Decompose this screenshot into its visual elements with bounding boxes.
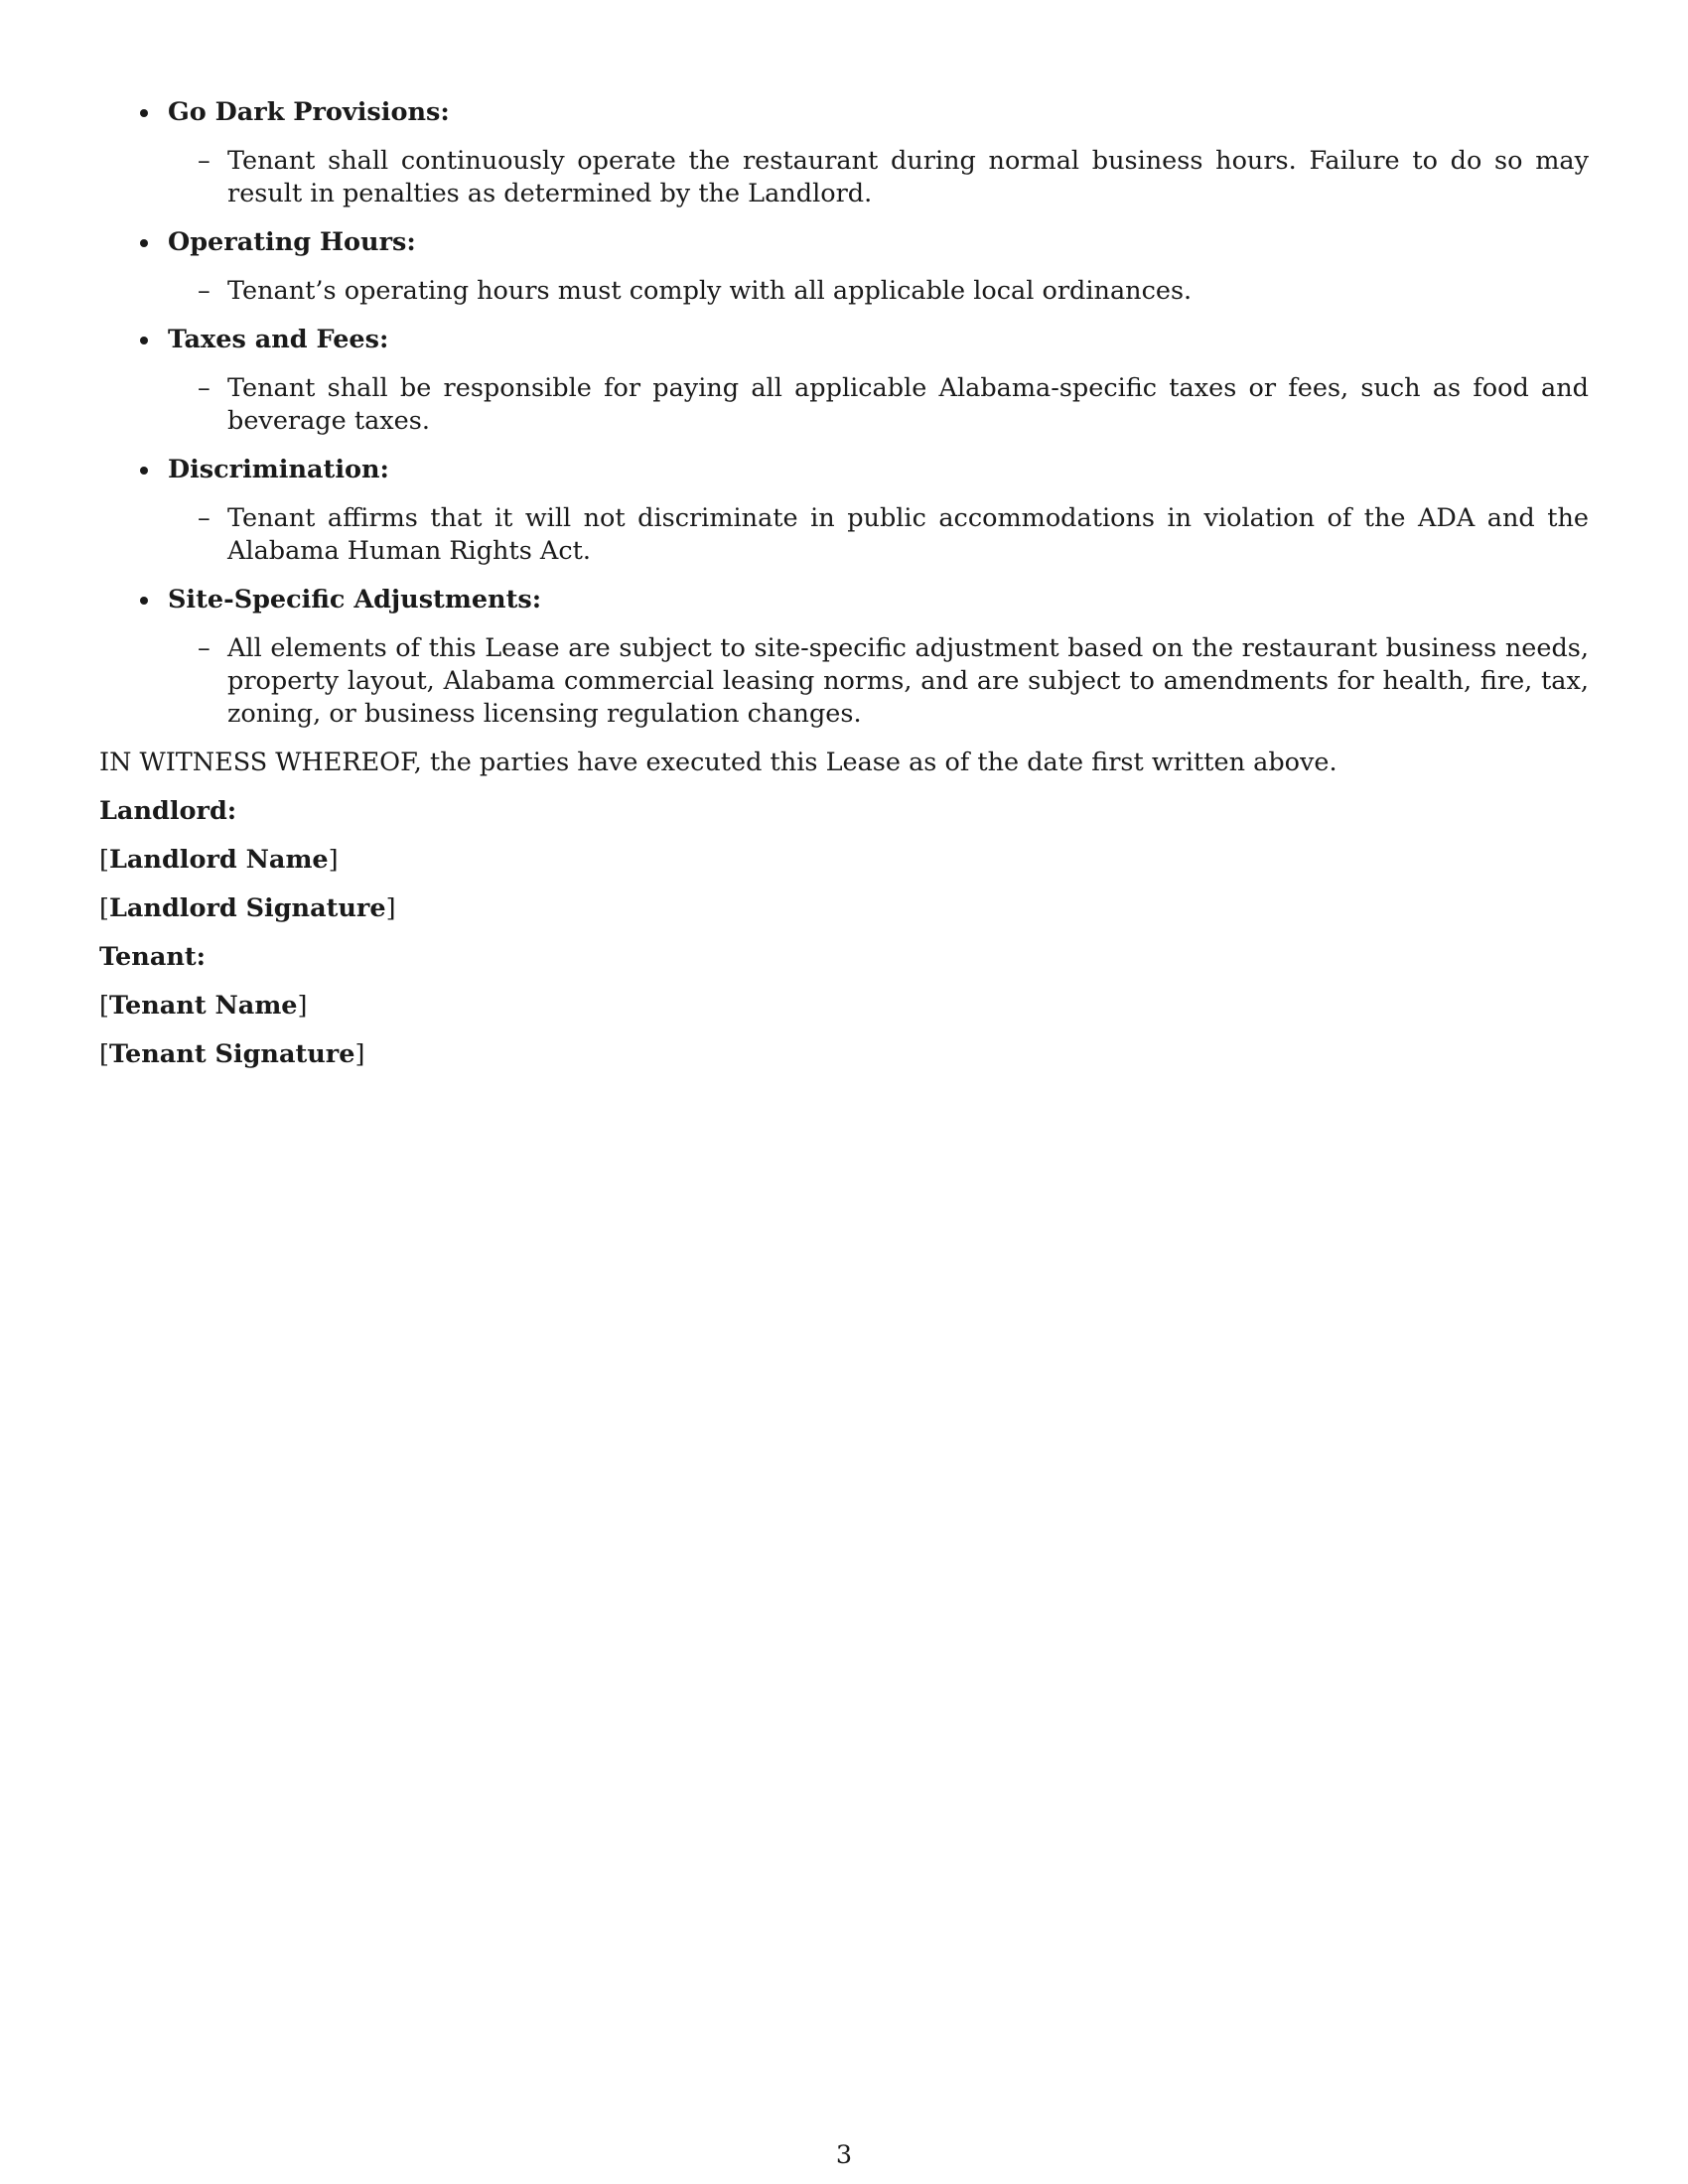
provision-text: Tenant’s operating hours must comply with all applicable local ordinances. bbox=[227, 276, 1193, 306]
landlord-signature-placeholder: Landlord Signature bbox=[108, 893, 386, 923]
provision-item bbox=[99, 226, 1589, 308]
tenant-name-line: [Tenant Name] bbox=[99, 991, 308, 1021]
provision-item bbox=[99, 454, 1589, 568]
dash-icon: – bbox=[198, 503, 211, 533]
provision-heading: Taxes and Fees: bbox=[168, 325, 389, 354]
provision-item bbox=[99, 584, 1589, 731]
provision-text: Tenant shall be responsible for paying all applicable Alabama-specific taxes or fees, such as food and beverage taxes. bbox=[227, 373, 1589, 436]
landlord-signature-line: [Landlord Signature] bbox=[99, 893, 396, 923]
bullet-icon bbox=[140, 109, 148, 117]
provision-text: All elements of this Lease are subject to site-specific adjustment based on the restaurant business needs, property layout, Alabama commercial leasing norms, and are subject to amendments for health, fire, tax, zoning, or business licensing regulation changes. bbox=[227, 633, 1589, 729]
dash-icon: – bbox=[198, 276, 211, 306]
provision-subitem bbox=[168, 275, 1589, 308]
provision-text: Tenant affirms that it will not discriminate in public accommodations in violation of the ADA and the Alabama Human Rights Act. bbox=[227, 503, 1589, 566]
tenant-name-placeholder: Tenant Name bbox=[108, 991, 298, 1021]
provision-sublist bbox=[168, 145, 1589, 210]
landlord-label: Landlord: bbox=[99, 796, 237, 826]
provision-heading: Go Dark Provisions: bbox=[168, 97, 450, 127]
provision-heading: Discrimination: bbox=[168, 455, 389, 484]
dash-icon: – bbox=[198, 373, 211, 403]
provision-item bbox=[99, 324, 1589, 438]
provision-item bbox=[99, 96, 1589, 210]
bullet-icon bbox=[140, 597, 148, 605]
witness-statement: IN WITNESS WHEREOF, the parties have executed this Lease as of the date first written above. bbox=[99, 748, 1337, 777]
dash-icon: – bbox=[198, 146, 211, 176]
provision-sublist bbox=[168, 372, 1589, 438]
landlord-name-line: [Landlord Name] bbox=[99, 845, 339, 875]
bullet-icon bbox=[140, 337, 148, 344]
provision-subitem bbox=[168, 372, 1589, 438]
bullet-icon bbox=[140, 467, 148, 475]
page-content bbox=[99, 96, 1589, 1087]
provision-subitem bbox=[168, 632, 1589, 731]
provision-sublist bbox=[168, 275, 1589, 308]
tenant-label: Tenant: bbox=[99, 942, 207, 972]
landlord-name-placeholder: Landlord Name bbox=[108, 845, 329, 875]
provision-heading: Operating Hours: bbox=[168, 227, 416, 257]
dash-icon: – bbox=[198, 633, 211, 663]
tenant-signature-placeholder: Tenant Signature bbox=[108, 1039, 355, 1069]
provision-sublist bbox=[168, 632, 1589, 731]
provision-text: Tenant shall continuously operate the restaurant during normal business hours. Failure to do so may result in penalties as determined by the Landlord. bbox=[227, 146, 1589, 208]
provision-subitem bbox=[168, 502, 1589, 568]
page-number: 3 bbox=[835, 2140, 853, 2170]
bullet-icon bbox=[140, 239, 148, 247]
provision-sublist bbox=[168, 502, 1589, 568]
provision-subitem bbox=[168, 145, 1589, 210]
provision-heading: Site-Specific Adjustments: bbox=[168, 585, 542, 614]
tenant-signature-line: [Tenant Signature] bbox=[99, 1039, 365, 1069]
provisions-list bbox=[99, 96, 1589, 731]
